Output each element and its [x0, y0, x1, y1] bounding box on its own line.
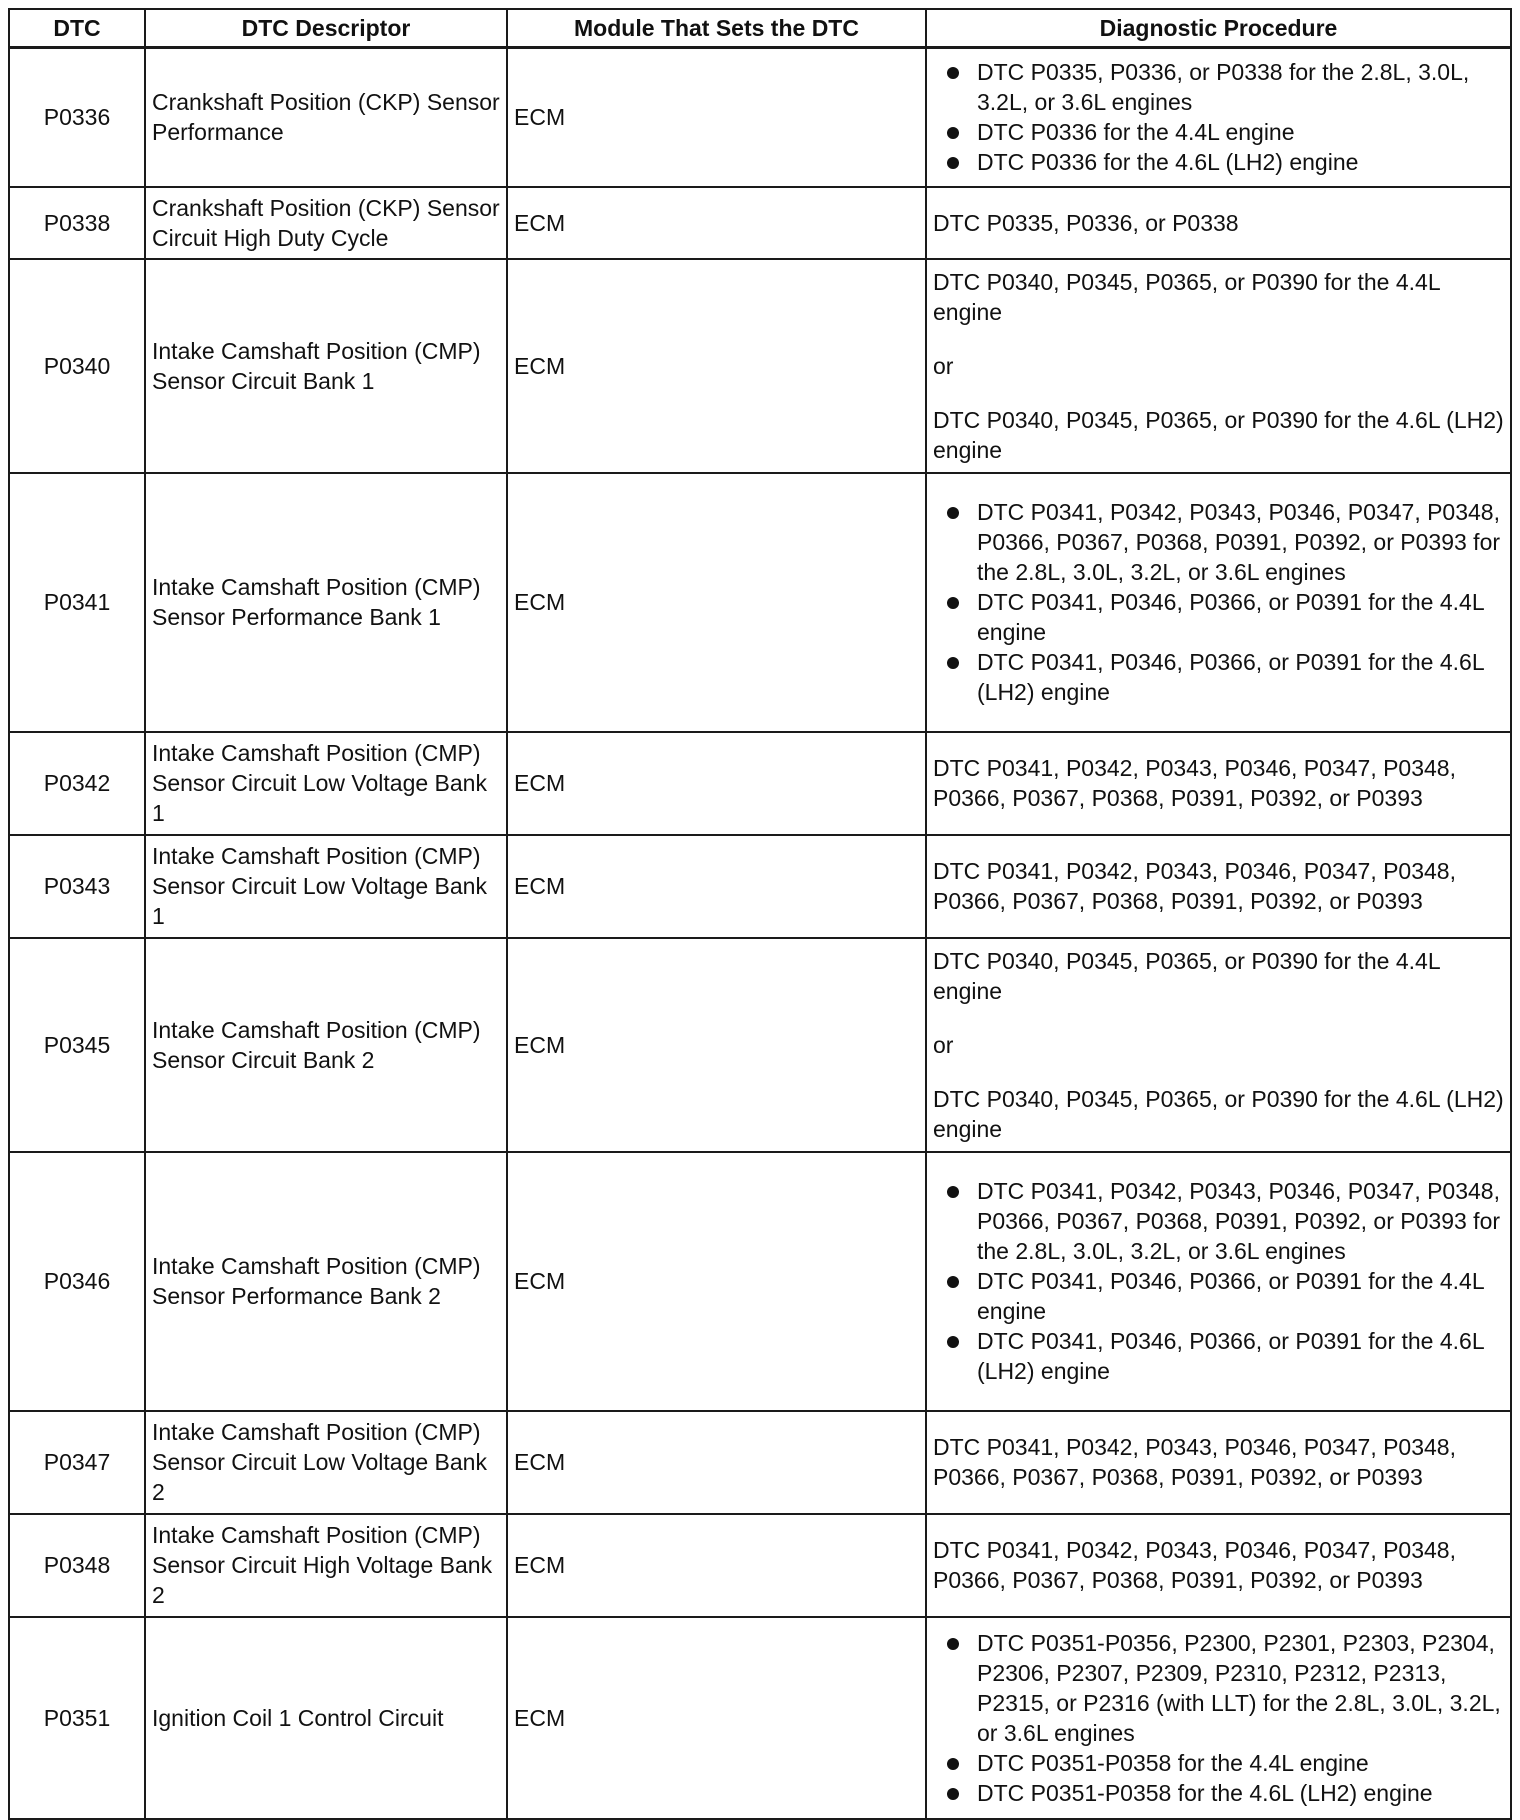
table-body: [9, 48, 1511, 1819]
module-cell: ECM: [507, 187, 926, 259]
table-row: [9, 187, 1511, 259]
procedure-paragraph: DTC P0340, P0345, P0365, or P0390 for the 4.4L engine: [933, 947, 1440, 1004]
dtc-code-cell: P0336: [9, 48, 145, 187]
procedure-paragraph: DTC P0340, P0345, P0365, or P0390 for the 4.6L (LH2) engine: [933, 406, 1504, 463]
procedure-bullet-list: [933, 57, 1504, 177]
module-cell: ECM: [507, 1411, 926, 1514]
dtc-descriptor-cell: Intake Camshaft Position (CMP) Sensor Performance Bank 2: [145, 1152, 507, 1411]
dtc-code-cell: P0346: [9, 1152, 145, 1411]
header-dtc: DTC: [9, 9, 145, 48]
diagnostic-procedure-cell: [926, 473, 1511, 732]
diagnostic-procedure-cell: [926, 1152, 1511, 1411]
procedure-bullet-item: DTC P0341, P0346, P0366, or P0391 for the 4.6L (LH2) engine: [977, 647, 1504, 707]
dtc-code-cell: P0348: [9, 1514, 145, 1617]
table-row: [9, 732, 1511, 835]
dtc-descriptor-cell: Intake Camshaft Position (CMP) Sensor Performance Bank 1: [145, 473, 507, 732]
dtc-descriptor-cell: Ignition Coil 1 Control Circuit: [145, 1617, 507, 1819]
procedure-paragraph: DTC P0340, P0345, P0365, or P0390 for the 4.4L engine: [933, 268, 1440, 325]
procedure-bullet-list: [933, 1628, 1504, 1808]
dtc-table: [8, 8, 1512, 1820]
procedure-bullet-item: DTC P0341, P0342, P0343, P0346, P0347, P0348, P0366, P0367, P0368, P0391, P0392, or P0393 for the 2.8L, 3.0L, 3.2L, or 3.6L engines: [977, 1176, 1504, 1266]
dtc-code-cell: P0351: [9, 1617, 145, 1819]
procedure-bullet-item: DTC P0351-P0358 for the 4.6L (LH2) engine: [977, 1778, 1504, 1808]
diagnostic-procedure-cell: [926, 48, 1511, 187]
procedure-paragraph: DTC P0341, P0342, P0343, P0346, P0347, P0348, P0366, P0367, P0368, P0391, P0392, or P0393: [933, 1434, 1456, 1490]
diagnostic-procedure-cell: [926, 732, 1511, 835]
dtc-code-cell: P0347: [9, 1411, 145, 1514]
table-row: [9, 473, 1511, 732]
diagnostic-procedure-cell: [926, 1617, 1511, 1819]
module-cell: ECM: [507, 1514, 926, 1617]
table-row: [9, 1411, 1511, 1514]
diagnostic-procedure-cell: [926, 938, 1511, 1152]
module-cell: ECM: [507, 473, 926, 732]
dtc-descriptor-cell: Crankshaft Position (CKP) Sensor Performance: [145, 48, 507, 187]
dtc-code-cell: P0340: [9, 259, 145, 473]
module-cell: ECM: [507, 938, 926, 1152]
procedure-paragraph: DTC P0341, P0342, P0343, P0346, P0347, P0348, P0366, P0367, P0368, P0391, P0392, or P0393: [933, 858, 1456, 914]
table-row: [9, 1514, 1511, 1617]
dtc-descriptor-cell: Intake Camshaft Position (CMP) Sensor Circuit Bank 1: [145, 259, 507, 473]
module-cell: ECM: [507, 1152, 926, 1411]
module-cell: ECM: [507, 259, 926, 473]
procedure-paragraph: or: [933, 1031, 954, 1058]
diagnostic-procedure-cell: [926, 1411, 1511, 1514]
procedure-bullet-item: DTC P0336 for the 4.6L (LH2) engine: [977, 147, 1504, 177]
procedure-paragraph: DTC P0341, P0342, P0343, P0346, P0347, P0348, P0366, P0367, P0368, P0391, P0392, or P0393: [933, 1537, 1456, 1593]
procedure-bullet-item: DTC P0335, P0336, or P0338 for the 2.8L, 3.0L, 3.2L, or 3.6L engines: [977, 57, 1504, 117]
table-header-row: [9, 9, 1511, 48]
dtc-descriptor-cell: Intake Camshaft Position (CMP) Sensor Circuit Low Voltage Bank 2: [145, 1411, 507, 1514]
module-cell: ECM: [507, 1617, 926, 1819]
dtc-code-cell: P0341: [9, 473, 145, 732]
dtc-descriptor-cell: Intake Camshaft Position (CMP) Sensor Circuit Low Voltage Bank 1: [145, 732, 507, 835]
header-descriptor: DTC Descriptor: [145, 9, 507, 48]
table-row: [9, 1152, 1511, 1411]
table-row: [9, 938, 1511, 1152]
dtc-descriptor-cell: Crankshaft Position (CKP) Sensor Circuit High Duty Cycle: [145, 187, 507, 259]
diagnostic-procedure-cell: [926, 259, 1511, 473]
dtc-code-cell: P0345: [9, 938, 145, 1152]
module-cell: ECM: [507, 732, 926, 835]
procedure-paragraph: DTC P0335, P0336, or P0338: [933, 209, 1239, 236]
procedure-paragraph: DTC P0341, P0342, P0343, P0346, P0347, P0348, P0366, P0367, P0368, P0391, P0392, or P0393: [933, 755, 1456, 811]
table-row: [9, 48, 1511, 187]
procedure-bullet-item: DTC P0336 for the 4.4L engine: [977, 117, 1504, 147]
diagnostic-procedure-cell: [926, 187, 1511, 259]
procedure-bullet-list: [933, 1176, 1504, 1386]
dtc-descriptor-cell: Intake Camshaft Position (CMP) Sensor Circuit High Voltage Bank 2: [145, 1514, 507, 1617]
table-row: [9, 835, 1511, 938]
dtc-code-cell: P0342: [9, 732, 145, 835]
procedure-bullet-item: DTC P0341, P0346, P0366, or P0391 for the 4.4L engine: [977, 587, 1504, 647]
procedure-paragraph: or: [933, 352, 954, 379]
procedure-bullet-item: DTC P0341, P0346, P0366, or P0391 for the 4.6L (LH2) engine: [977, 1326, 1504, 1386]
diagnostic-procedure-cell: [926, 835, 1511, 938]
procedure-bullet-item: DTC P0341, P0346, P0366, or P0391 for the 4.4L engine: [977, 1266, 1504, 1326]
procedure-bullet-list: [933, 497, 1504, 707]
procedure-bullet-item: DTC P0341, P0342, P0343, P0346, P0347, P0348, P0366, P0367, P0368, P0391, P0392, or P0393 for the 2.8L, 3.0L, 3.2L, or 3.6L engines: [977, 497, 1504, 587]
diagnostic-procedure-cell: [926, 1514, 1511, 1617]
table-row: [9, 1617, 1511, 1819]
module-cell: ECM: [507, 48, 926, 187]
header-procedure: Diagnostic Procedure: [926, 9, 1511, 48]
module-cell: ECM: [507, 835, 926, 938]
dtc-descriptor-cell: Intake Camshaft Position (CMP) Sensor Circuit Bank 2: [145, 938, 507, 1152]
procedure-bullet-item: DTC P0351-P0358 for the 4.4L engine: [977, 1748, 1504, 1778]
dtc-code-cell: P0343: [9, 835, 145, 938]
header-module: Module That Sets the DTC: [507, 9, 926, 48]
procedure-bullet-item: DTC P0351-P0356, P2300, P2301, P2303, P2304, P2306, P2307, P2309, P2310, P2312, P2313, P2315, or P2316 (with LLT) for the 2.8L, 3.0L, 3.2L, or 3.6L engines: [977, 1628, 1504, 1748]
table-row: [9, 259, 1511, 473]
procedure-paragraph: DTC P0340, P0345, P0365, or P0390 for the 4.6L (LH2) engine: [933, 1085, 1504, 1142]
dtc-code-cell: P0338: [9, 187, 145, 259]
dtc-descriptor-cell: Intake Camshaft Position (CMP) Sensor Circuit Low Voltage Bank 1: [145, 835, 507, 938]
